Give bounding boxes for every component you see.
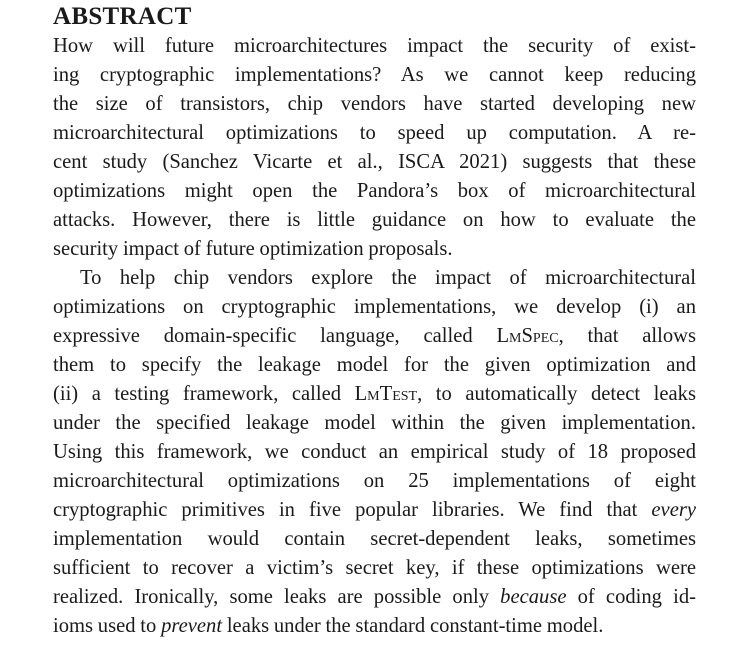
lmspec-term: LmSpec <box>496 325 559 347</box>
text-segment: , to automatically detect leaks <box>417 383 696 405</box>
emphasis-because: because <box>500 586 567 608</box>
abstract-section <box>53 0 696 641</box>
emphasis-every: every <box>651 499 696 521</box>
text-line: ing cryptographic implementations? As we cannot keep reducing <box>53 64 696 86</box>
emphasis-prevent: prevent <box>161 615 223 637</box>
text-line: security impact of future optimization proposals. <box>53 238 453 260</box>
lmtest-term: LmTest <box>354 383 418 405</box>
text-line: cent study (Sanchez Vicarte et al., ISCA 2021) suggests that these <box>53 151 696 173</box>
abstract-paragraph-2 <box>53 264 696 641</box>
section-heading: ABSTRACT <box>53 3 192 30</box>
text-line: sufficient to recover a victim’s secret key, if these optimizations were <box>53 557 696 579</box>
text-segment: of coding id- <box>566 586 696 608</box>
text-line <box>53 612 696 641</box>
text-segment: realized. Ironically, some leaks are possible only <box>53 586 501 608</box>
text-segment: , that allows <box>558 325 697 347</box>
text-line: the size of transistors, chip vendors have started developing new <box>53 93 696 115</box>
text-segment: cryptographic primitives in five popular libraries. We find that <box>53 499 652 521</box>
text-line: under the specified leakage model within the given implementation. <box>53 412 696 434</box>
text-line: microarchitectural optimizations on 25 implementations of eight <box>53 470 696 492</box>
text-segment: expressive domain-specific language, called <box>53 325 497 347</box>
text-line: attacks. However, there is little guidance on how to evaluate the <box>53 209 696 231</box>
text-line: them to specify the leakage model for the given optimization and <box>53 354 696 376</box>
text-segment: (ii) a testing framework, called <box>53 383 355 405</box>
text-line: microarchitectural optimizations to speed up computation. A re- <box>53 122 696 144</box>
text-line <box>53 380 696 409</box>
text-line: How will future microarchitectures impact the security of exist- <box>53 35 696 57</box>
abstract-paragraph-1 <box>53 32 696 264</box>
text-segment: leaks under the standard constant-time model. <box>222 615 604 637</box>
text-segment: ioms used to <box>53 615 162 637</box>
text-segment: To help chip vendors explore the impact of microarchitectural <box>80 267 696 289</box>
text-line: implementation would contain secret-dependent leaks, sometimes <box>53 528 696 550</box>
text-line <box>53 322 696 351</box>
text-line: optimizations might open the Pandora’s box of microarchitectural <box>53 180 696 202</box>
text-line: Using this framework, we conduct an empirical study of 18 proposed <box>53 441 696 463</box>
text-line <box>53 583 696 612</box>
text-line <box>53 496 696 525</box>
text-line: optimizations on cryptographic implementations, we develop (i) an <box>53 296 696 318</box>
text-line <box>53 264 696 293</box>
